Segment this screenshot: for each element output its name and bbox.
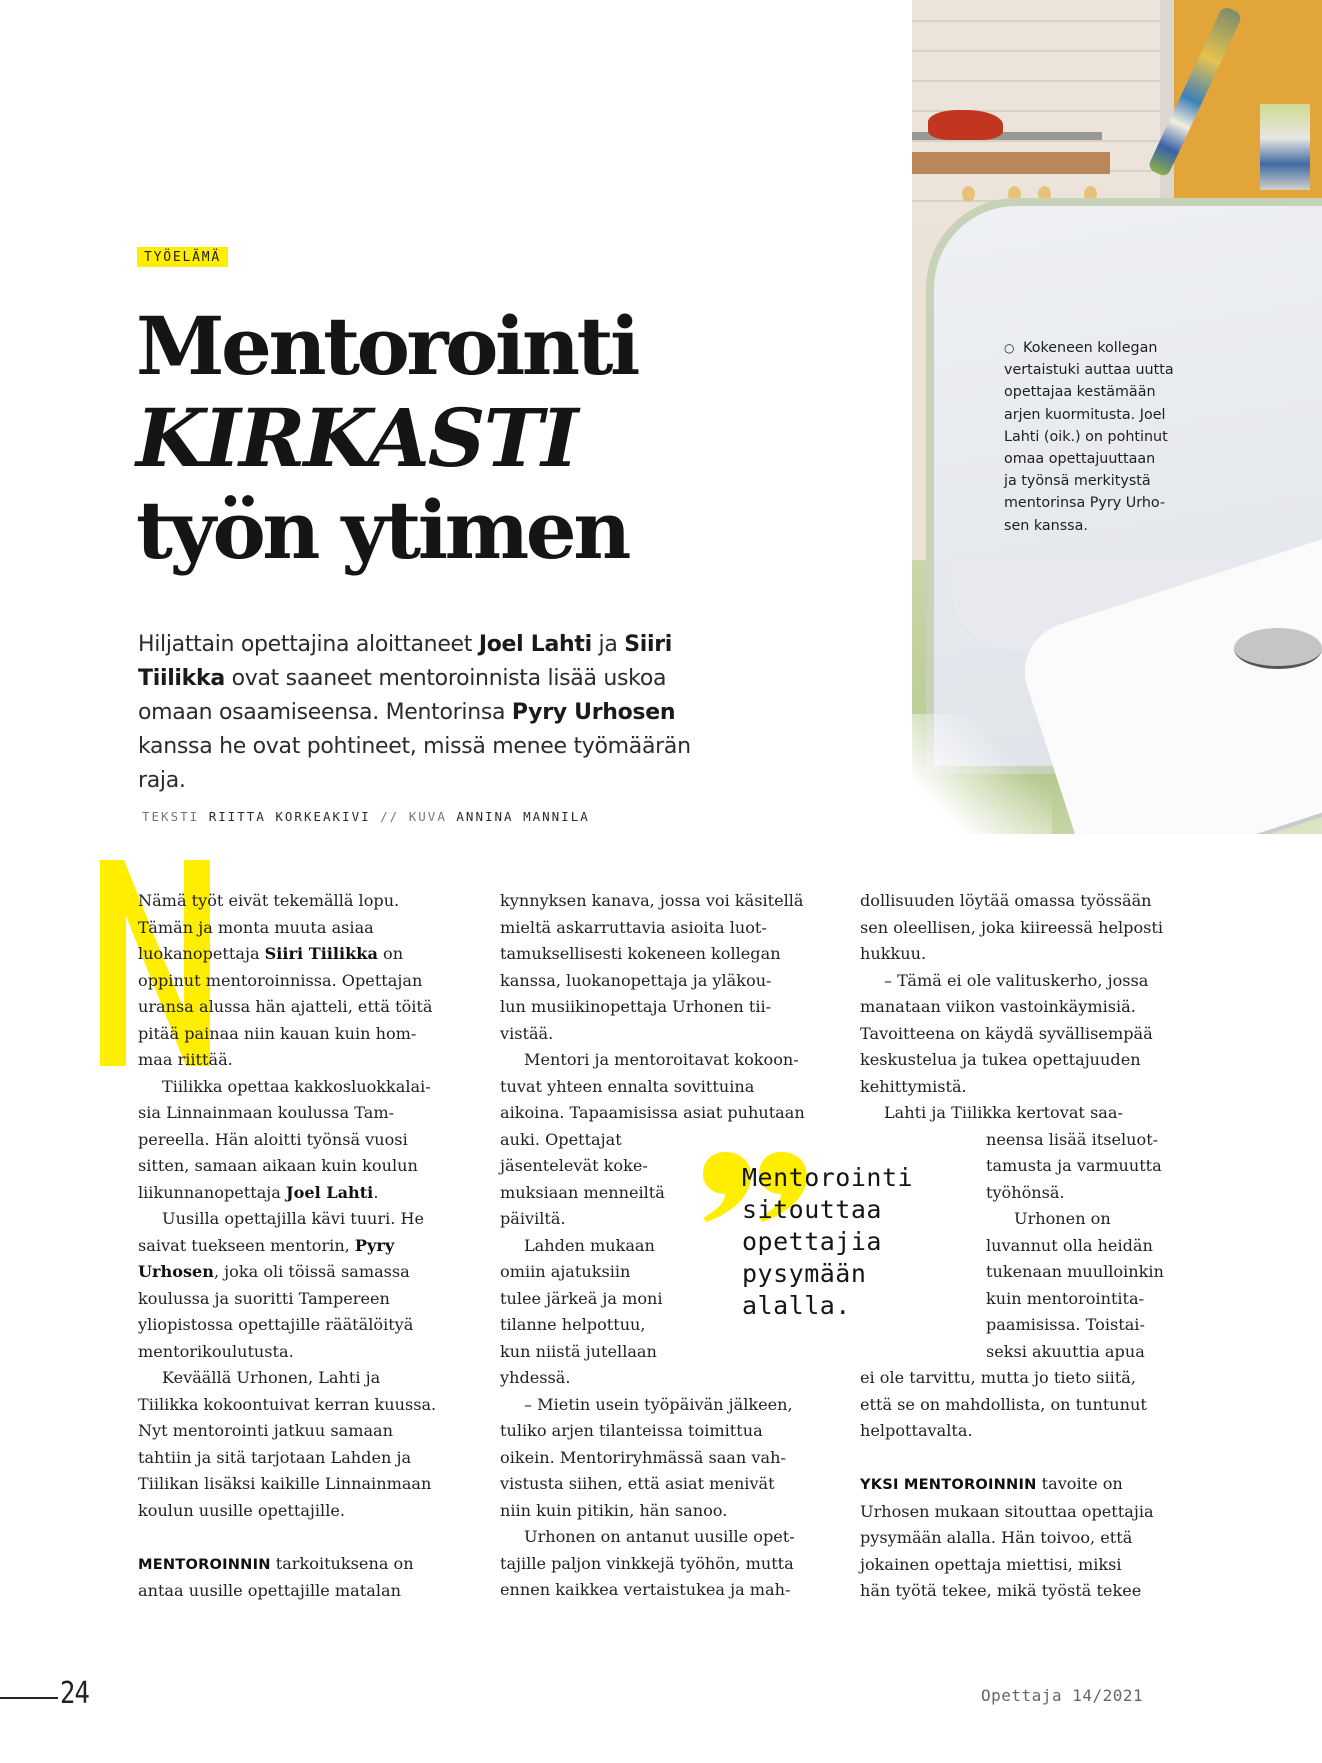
text-line: pitää painaa niin kauan kuin hom- [138, 1023, 417, 1043]
text-line: Lahden mukaan [524, 1235, 655, 1255]
caption-line: omaa opettajuuttaan [1004, 451, 1156, 468]
paragraph-lead-in: MENTOROINNIN [138, 1555, 271, 1573]
caption-line: Kokeneen kollegan [1023, 340, 1158, 356]
caption-line: mentorinsa Pyry Urho- [1004, 495, 1166, 512]
person-name: Siiri Tiilikka [264, 944, 378, 963]
photo-decoration [1260, 104, 1310, 190]
text-line: koulun uusille opettajille. [138, 1500, 345, 1520]
text-line: sitten, samaan aikaan kuin koulun [138, 1156, 418, 1175]
text-line: tajille paljon vinkkejä työhön, mutta [500, 1553, 794, 1573]
text-line: uransa alussa hän ajatteli, että töitä [138, 997, 433, 1016]
caption-bullet-icon: ○ [1004, 341, 1015, 355]
paragraph [138, 888, 468, 1074]
paragraph-gap [138, 1524, 468, 1551]
byline-photographer: ANNINA MANNILA [456, 809, 590, 824]
text-line: jokainen opettaja miettisi, miksi [860, 1554, 1122, 1574]
text-line: hän työtä tekee, mikä työstä tekee [860, 1581, 1142, 1600]
text-line: sen oleellisen, joka kiireessä helposti [860, 917, 1164, 937]
text-line: aikoina. Tapaamisissa asiat puhutaan [500, 1103, 805, 1122]
text-span: luokanopettaja [138, 944, 265, 963]
text-line [138, 941, 468, 968]
pull-quote-line: opettajia [742, 1227, 882, 1256]
paragraph [138, 1365, 468, 1524]
text-line: hukkuu. [860, 944, 927, 963]
text-line: työhönsä. [986, 1182, 1065, 1202]
text-span: saivat tuekseen mentorin, [138, 1235, 355, 1255]
text-span: on [377, 944, 404, 963]
paragraph [860, 888, 1195, 968]
text-line: kehittymistä. [860, 1076, 967, 1096]
text-line: Uusilla opettajilla kävi tuuri. He [162, 1209, 425, 1228]
folio-rule [0, 1697, 58, 1699]
title-line-3: työn ytimen [136, 483, 628, 577]
caption-line: sen kanssa. [1004, 517, 1088, 534]
text-line: mentorikoulutusta. [138, 1341, 294, 1361]
caption-line: arjen kuormitusta. Joel [1004, 406, 1166, 423]
text-line: auki. Opettajat [500, 1129, 622, 1149]
text-line: Tavoitteena on käydä syvällisempää [860, 1023, 1153, 1043]
lead-name: Joel Lahti [478, 632, 592, 657]
paragraph [138, 1074, 468, 1207]
text-line: muksiaan menneiltä [500, 1182, 665, 1202]
text-line: Tiilikan lisäksi kaikille Linnainmaan [138, 1474, 432, 1493]
text-span: tarkoituksena on [270, 1553, 414, 1573]
text-line: Urhonen on [1014, 1209, 1111, 1228]
caption-line: vertaistuki auttaa uutta [1004, 362, 1174, 379]
pull-quote-line: pysymään [742, 1259, 867, 1288]
text-line: Mentori ja mentoroitavat kokoon- [524, 1050, 799, 1069]
photo-coat-hooks [912, 152, 1110, 174]
text-line: oikein. Mentoriryhmässä saan vah- [500, 1447, 786, 1467]
text-line: tuliko arjen tilanteissa toimittua [500, 1421, 763, 1440]
text-span: , joka oli töissä samassa [213, 1262, 410, 1281]
body-column-1 [138, 888, 468, 1605]
text-line: Urhonen on antanut uusille opet- [524, 1527, 795, 1546]
person-name: Pyry [354, 1235, 395, 1255]
text-line: seksi akuuttia apua [986, 1341, 1145, 1361]
text-line: Tiilikka opettaa kakkosluokkalai- [162, 1076, 431, 1096]
photo-red-cloth [928, 110, 1003, 140]
lead-text: ja [591, 632, 625, 657]
person-name: Urhosen [138, 1262, 214, 1281]
text-line: että se on mahdollista, on tuntunut [860, 1394, 1147, 1414]
text-line: kun niistä jutellaan [500, 1341, 657, 1361]
lead-text: kanssa he ovat pohtineet, missä menee työmäärän raja. [138, 734, 691, 793]
paragraph [500, 1524, 830, 1604]
text-line: neensa lisää itseluot- [986, 1129, 1159, 1149]
text-line: tukenaan muulloinkin [986, 1262, 1164, 1281]
caption-line: Lahti (oik.) on pohtinut [1004, 428, 1168, 445]
text-line: niin kuin pitikin, hän sanoo. [500, 1500, 728, 1520]
text-line: dollisuuden löytää omassa työssään [860, 891, 1152, 910]
text-line: omiin ajatuksiin [500, 1262, 631, 1281]
text-line: antaa uusille opettajille matalan [138, 1581, 401, 1600]
lead-name: Pyry Urhosen [511, 700, 676, 725]
paragraph-lead-in: YKSI MENTOROINNIN [860, 1476, 1037, 1493]
text-line: Tiilikka kokoontuivat kerran kuussa. [138, 1394, 437, 1414]
paragraph [500, 888, 830, 1047]
paragraph [500, 1392, 830, 1525]
text-line: sia Linnainmaan koulussa Tam- [138, 1103, 395, 1122]
text-line: mieltä askarruttavia asioita luot- [500, 917, 767, 937]
text-line [138, 1180, 468, 1207]
text-line: paamisissa. Toistai- [986, 1315, 1145, 1334]
lead-name: Siiri Tiilikka [138, 632, 673, 691]
title-line-1: Mentorointi [136, 299, 637, 393]
text-line: manataan viikon vastoinkäymisiä. [860, 997, 1136, 1016]
page-number: 24 [60, 1676, 90, 1711]
lead-text: ovat saaneet mentoroinnista lisää uskoa omaan osaamiseensa. Mentorinsa [138, 666, 667, 725]
text-line: kuin mentorointita- [986, 1288, 1145, 1308]
pull-quote-line: Mentorointi [742, 1163, 914, 1192]
pull-quote [742, 1162, 913, 1322]
pull-quote-line: alalla. [742, 1291, 851, 1320]
text-line: Nämä työt eivät tekemällä lopu. [138, 891, 400, 910]
text-line: jäsentelevät koke- [500, 1156, 648, 1175]
paragraph [860, 968, 1195, 1101]
byline-photo-label: KUVA [408, 809, 447, 824]
text-line: keskustelua ja tukea opettajuuden [860, 1050, 1141, 1069]
text-span: . [373, 1182, 379, 1202]
paragraph [860, 1471, 1195, 1605]
text-line: pysymään alalla. Hän toivoo, että [860, 1528, 1133, 1547]
text-line: oppinut mentoroinnissa. Opettajan [138, 970, 423, 990]
lead-text: Hiljattain opettajina aloittaneet [138, 632, 479, 657]
text-line: kynnyksen kanava, jossa voi käsitellä [500, 891, 804, 910]
text-line: yhdessä. [500, 1368, 571, 1387]
text-line: tamuksellisesti kokeneen kollegan [500, 944, 781, 963]
section-label: TYÖELÄMÄ [137, 247, 228, 267]
text-line [138, 1233, 468, 1260]
byline [142, 809, 590, 824]
text-line: Urhosen mukaan sitouttaa opettajia [860, 1501, 1154, 1521]
text-line: koulussa ja suoritti Tampereen [138, 1288, 390, 1308]
text-line: lun musiikinopettaja Urhonen tii- [500, 997, 772, 1016]
paragraph [138, 1206, 468, 1365]
pull-quote-line: sitouttaa [742, 1195, 882, 1224]
text-line: tamusta ja varmuutta [986, 1156, 1162, 1175]
text-line: yliopistossa opettajille räätälöityä [138, 1315, 414, 1334]
byline-author: RIITTA KORKEAKIVI [208, 809, 371, 824]
text-line: – Mietin usein työpäivän jälkeen, [524, 1394, 793, 1414]
magazine-issue: Opettaja 14/2021 [981, 1686, 1144, 1705]
photo-metal-disk [1234, 628, 1322, 669]
text-line: Keväällä Urhonen, Lahti ja [162, 1368, 381, 1387]
text-span: tavoite on [1036, 1474, 1123, 1493]
byline-separator: // [380, 809, 400, 824]
photo-face-sticker [962, 186, 975, 202]
byline-text-label: TEKSTI [142, 809, 200, 824]
person-name: Joel Lahti [286, 1182, 374, 1202]
text-line: maa riittää. [138, 1050, 233, 1069]
photo-caption [1004, 337, 1174, 537]
text-span: liikunnanopettaja [138, 1182, 286, 1202]
article-title [136, 300, 637, 576]
photo-fade [912, 714, 1052, 834]
caption-line: ja työnsä merkitystä [1004, 473, 1151, 490]
text-line: vistää. [500, 1023, 554, 1043]
text-line: vistusta siihen, että asiat menivät [500, 1474, 775, 1493]
lead-paragraph [138, 628, 728, 798]
text-line: pereella. Hän aloitti työnsä vuosi [138, 1129, 408, 1149]
paragraph-gap [860, 1445, 1195, 1472]
text-line: tilanne helpottuu, [500, 1315, 646, 1334]
text-line: helpottavalta. [860, 1421, 973, 1440]
text-line [860, 1471, 1195, 1499]
text-line: tuvat yhteen ennalta sovittuina [500, 1076, 755, 1096]
caption-line: opettajaa kestämään [1004, 384, 1156, 401]
text-line: Lahti ja Tiilikka kertovat saa- [884, 1103, 1123, 1122]
text-line: tulee järkeä ja moni [500, 1288, 663, 1308]
text-line: luvannut olla heidän [986, 1235, 1153, 1255]
text-line: ennen kaikkea vertaistukea ja mah- [500, 1580, 791, 1599]
text-line [138, 1259, 468, 1286]
text-line: ei ole tarvittu, mutta jo tieto siitä, [860, 1368, 1136, 1387]
title-line-2: KIRKASTI [136, 391, 577, 485]
text-line: Tämän ja monta muuta asiaa [138, 917, 374, 937]
text-line: tahtiin ja sitä tarjotaan Lahden ja [138, 1447, 412, 1467]
text-line: Nyt mentorointi jatkuu samaan [138, 1421, 394, 1440]
text-line: päiviltä. [500, 1209, 566, 1228]
text-line: – Tämä ei ole valituskerho, jossa [884, 970, 1149, 990]
paragraph [138, 1551, 468, 1605]
text-line [138, 1551, 468, 1579]
text-line: kanssa, luokanopettaja ja yläkou- [500, 970, 772, 990]
